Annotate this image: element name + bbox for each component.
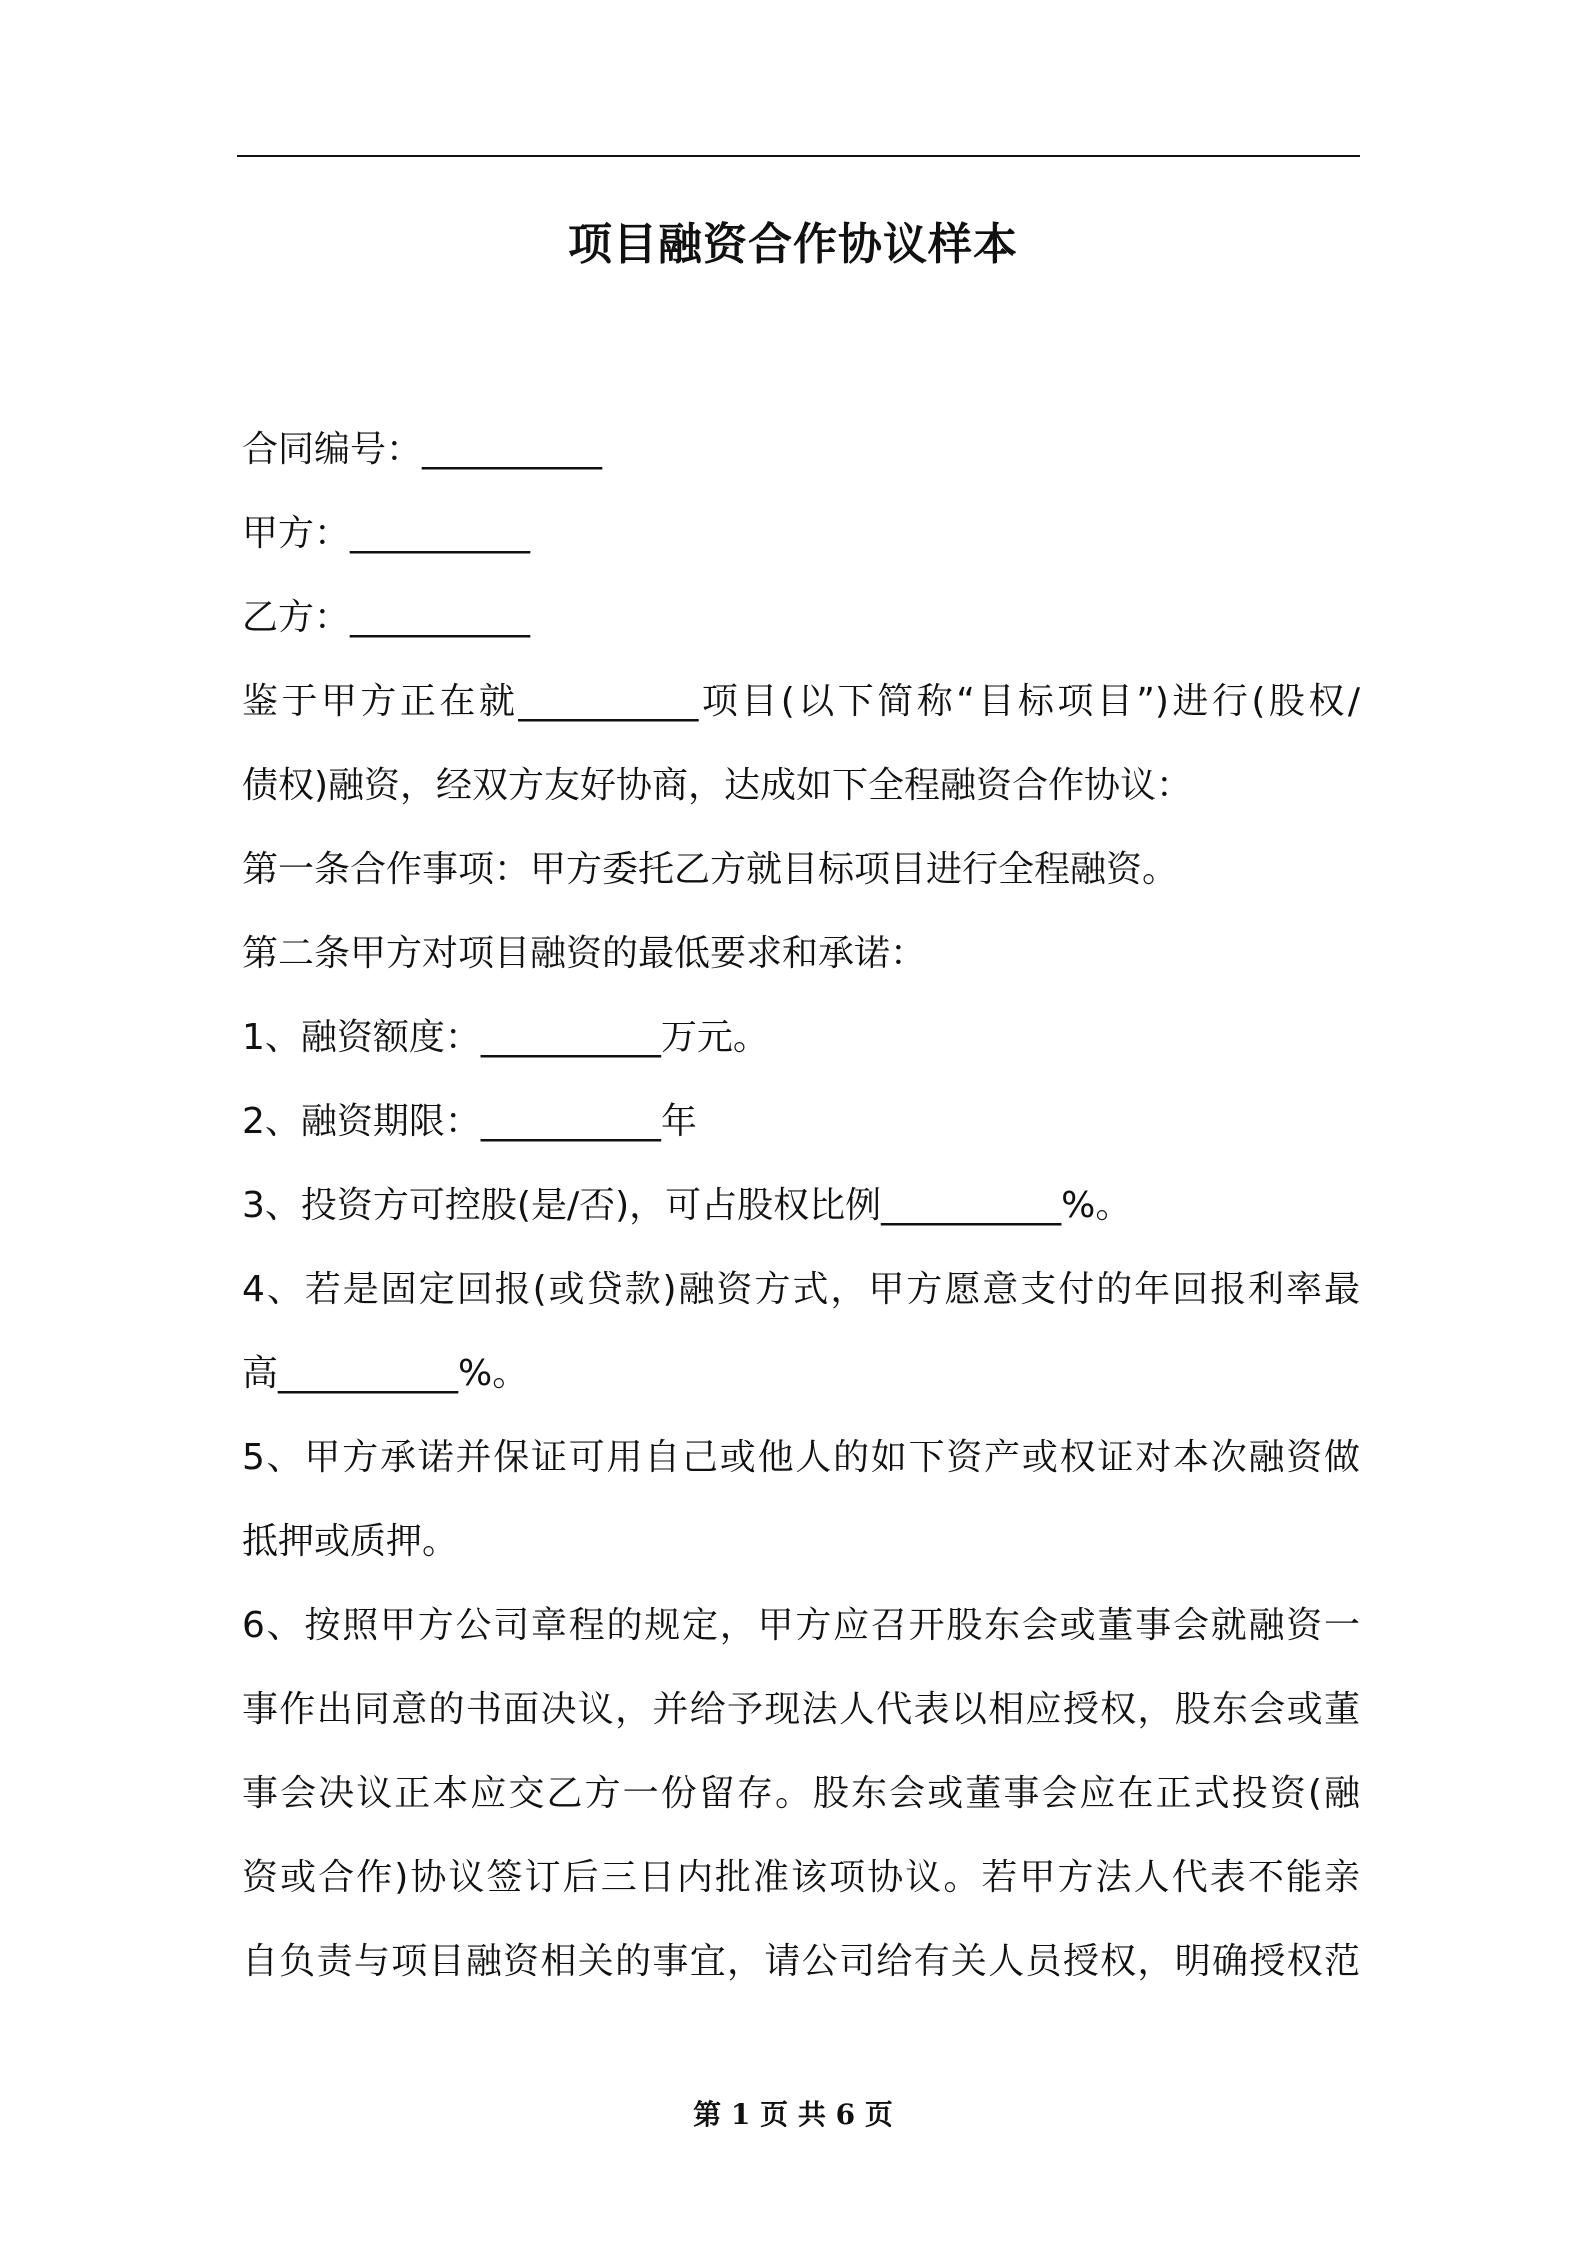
clause-line: 高__________%。	[242, 1353, 529, 1394]
preamble-line: 债权)融资，经双方友好协商，达成如下全程融资合作协议：	[242, 765, 1193, 806]
clause-line: 1、融资额度：__________万元。	[242, 1017, 769, 1058]
clause-line: 4、若是固定回报(或贷款)融资方式，甲方愿意支付的年回报利率最	[242, 1269, 1360, 1310]
clause-line: 事会决议正本应交乙方一份留存。股东会或董事会应在正式投资(融	[242, 1773, 1360, 1814]
clause-line: 3、投资方可控股(是/否)，可占股权比例__________%。	[242, 1185, 1132, 1226]
clause-line: 抵押或质押。	[242, 1521, 459, 1562]
document-title: 项目融资合作协议样本	[568, 219, 1018, 270]
clause-line: 资或合作)协议签订后三日内批准该项协议。若甲方法人代表不能亲	[242, 1857, 1360, 1898]
header-rule	[237, 155, 1360, 157]
clause-line: 2、融资期限：__________年	[242, 1101, 697, 1142]
page-number: 第 1 页 共 6 页	[693, 2098, 893, 2131]
clause-line: 自负责与项目融资相关的事宜，请公司给有关人员授权，明确授权范	[242, 1941, 1360, 1982]
clause-line: 事作出同意的书面决议，并给予现法人代表以相应授权，股东会或董	[242, 1689, 1360, 1730]
article-one-line: 第一条合作事项：甲方委托乙方就目标项目进行全程融资。	[242, 849, 1179, 890]
contract-number-line: 合同编号：__________	[242, 429, 603, 470]
clause-line: 6、按照甲方公司章程的规定，甲方应召开股东会或董事会就融资一	[242, 1605, 1360, 1646]
preamble-line: 鉴于甲方正在就__________项目(以下简称“目标项目”)进行(股权/	[242, 681, 1360, 722]
article-two-heading: 第二条甲方对项目融资的最低要求和承诺：	[242, 933, 927, 974]
clause-line: 5、甲方承诺并保证可用自己或他人的如下资产或权证对本次融资做	[242, 1437, 1360, 1478]
party-a-line: 甲方：__________	[242, 513, 531, 554]
document-body	[242, 408, 1360, 2004]
party-b-line: 乙方：__________	[242, 597, 531, 638]
